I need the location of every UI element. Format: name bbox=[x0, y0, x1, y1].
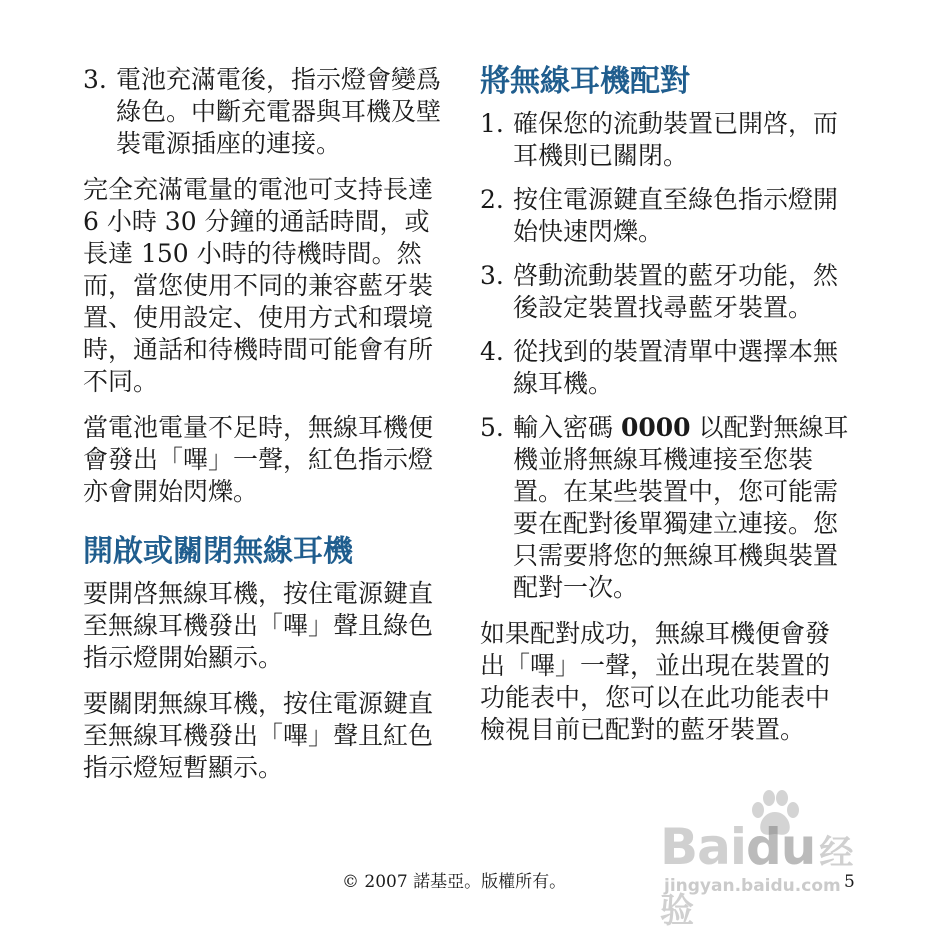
list-text: 啓動流動裝置的藍牙功能，然後設定裝置找尋藍牙裝置。 bbox=[513, 261, 839, 322]
list-number: 3. bbox=[480, 261, 504, 290]
left-column bbox=[83, 60, 453, 784]
passcode: 0000 bbox=[620, 413, 691, 442]
list-text-post: 以配對無線耳機並將無線耳機連接至您裝置。在某些裝置中，您可能需要在配對後單獨建立連接。您只需要將您的無線耳機與裝置配對一次。 bbox=[513, 413, 849, 602]
baidu-watermark bbox=[660, 790, 875, 931]
list-item bbox=[83, 64, 453, 160]
list-text: 確保您的流動裝置已開啓，而耳機則已關閉。 bbox=[513, 109, 839, 170]
list-item bbox=[480, 184, 852, 248]
list-item bbox=[480, 336, 852, 400]
battery-duration-paragraph: 完全充滿電量的電池可支持長達 6 小時 30 分鐘的通話時間，或長達 150 小時的待機時間。然而，當您使用不同的兼容藍牙裝置、使用設定、使用方式和環境時，通話和待機時間可能會有所不同。 bbox=[83, 175, 434, 396]
list-number: 1. bbox=[480, 109, 504, 138]
watermark-url: jingyan.baidu.com bbox=[664, 876, 841, 896]
power-on-paragraph: 要開啓無線耳機，按住電源鍵直至無線耳機發出「嗶」聲且綠色指示燈開始顯示。 bbox=[83, 579, 434, 672]
pairing-success-paragraph: 如果配對成功，無線耳機便會發出「嗶」一聲，並出現在裝置的功能表中，您可以在此功能表中檢視目前已配對的藍牙裝置。 bbox=[480, 619, 831, 744]
list-text: 按住電源鍵直至綠色指示燈開始快速閃爍。 bbox=[513, 185, 839, 246]
copyright-text: © 2007 諾基亞。版權所有。 bbox=[342, 872, 567, 892]
watermark-brand: Baidu 经验 bbox=[660, 818, 853, 931]
list-text: 從找到的裝置清單中選擇本無線耳機。 bbox=[513, 337, 839, 398]
right-column bbox=[480, 60, 852, 746]
power-off-paragraph: 要關閉無線耳機，按住電源鍵直至無線耳機發出「嗶」聲且紅色指示燈短暫顯示。 bbox=[83, 689, 434, 782]
low-battery-paragraph: 當電池電量不足時，無線耳機便會發出「嗶」一聲，紅色指示燈亦會開始閃爍。 bbox=[83, 413, 434, 506]
list-item bbox=[480, 108, 852, 172]
page-number: 5 bbox=[844, 872, 855, 892]
list-number: 2. bbox=[480, 185, 504, 214]
list-number: 5. bbox=[480, 413, 504, 442]
list-item bbox=[480, 412, 852, 604]
section-heading-power: 開啟或關閉無線耳機 bbox=[83, 534, 353, 569]
list-text-pre: 輸入密碼 bbox=[513, 413, 621, 442]
list-text: 電池充滿電後，指示燈會變爲綠色。中斷充電器與耳機及壁裝電源插座的連接。 bbox=[116, 65, 442, 158]
section-heading-pairing: 將無線耳機配對 bbox=[480, 64, 690, 99]
list-number: 3. bbox=[83, 65, 107, 94]
list-number: 4. bbox=[480, 337, 504, 366]
list-item bbox=[480, 260, 852, 324]
list-text bbox=[513, 412, 852, 604]
